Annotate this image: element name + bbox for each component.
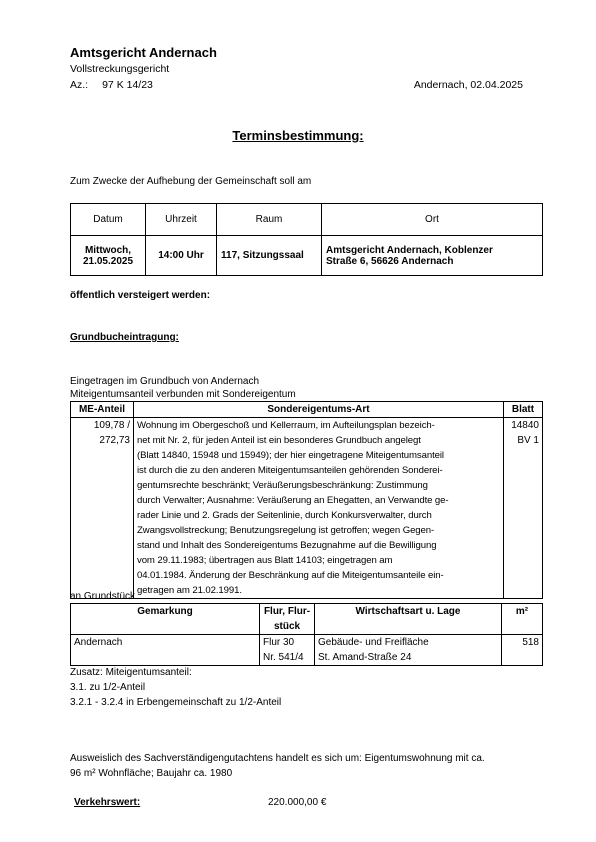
- description-line: (Blatt 14840, 15948 und 15949); der hier eingetragene Miteigentumsanteil: [137, 450, 444, 461]
- court-name: Amtsgericht Andernach: [70, 45, 217, 60]
- intro-text: Zum Zwecke der Aufhebung der Gemeinschaft soll am: [70, 176, 312, 187]
- plot-usage: [315, 635, 502, 666]
- plot-flur-line2: Nr. 541/4: [263, 652, 304, 663]
- additional-line-3: 3.2.1 - 3.2.4 in Erbengemeinschaft zu 1/2-Anteil: [70, 697, 282, 708]
- header-raum: Raum: [217, 204, 322, 236]
- description-line: rader Linie und 2. Grads der Seitenlinie, durch Konkursverwalter, durch: [137, 510, 432, 521]
- description-line: gentumsrechte beschränkt; Veräußerungsbeschränkung: Zustimmung: [137, 480, 428, 491]
- description-line: vom 29.11.1983; übertragen aus Blatt 14103; eingetragen am: [137, 555, 393, 566]
- case-number: 97 K 14/23: [102, 79, 153, 91]
- ownership-header-row: [71, 402, 543, 418]
- description-line: stand und Inhalt des Sondereigentums Bezugnahme auf die Bewilligung: [137, 540, 437, 551]
- plot-data-row: [71, 635, 543, 666]
- ownership-description: [134, 418, 504, 599]
- ownership-sheet: [504, 418, 543, 599]
- market-value-label: Verkehrswert:: [74, 797, 141, 808]
- header-me-anteil: ME-Anteil: [71, 402, 134, 418]
- description-line: 04.01.1984. Änderung der Beschränkung auf die Miteigentumsanteile ein-: [137, 570, 444, 581]
- plot-flur: [260, 635, 315, 666]
- plot-gemarkung: Andernach: [71, 635, 260, 666]
- register-line-1: Eingetragen im Grundbuch von Andernach: [70, 376, 260, 387]
- description-line: net mit Nr. 2, für jeden Anteil ist ein besonderes Grundbuch angelegt: [137, 435, 421, 446]
- appointment-table: [70, 203, 543, 276]
- appointment-time: 14:00 Uhr: [146, 236, 217, 276]
- appointment-location: [322, 236, 543, 276]
- document-title: Terminsbestimmung:: [232, 128, 364, 143]
- plot-table: [70, 603, 543, 666]
- ownership-share-line1: 109,78 /: [93, 420, 130, 431]
- ownership-sheet-line1: 14840: [511, 420, 539, 431]
- header-gemarkung: Gemarkung: [71, 604, 260, 635]
- appraisal-line-1: Ausweislich des Sachverständigengutachtens handelt es sich um: Eigentumswohnung mit ca.: [70, 753, 485, 764]
- appointment-data-row: [71, 236, 543, 276]
- ownership-share-line2: 272,73: [99, 435, 130, 446]
- header-blatt: Blatt: [504, 402, 543, 418]
- auction-text: öffentlich versteigert werden:: [70, 290, 211, 301]
- appraisal-line-2: 96 m² Wohnfläche; Baujahr ca. 1980: [70, 768, 233, 779]
- description-line: Zwangsvollstreckung; Benutzungsregelung ist getroffen; wegen Gegen-: [137, 525, 435, 536]
- court-division: Vollstreckungsgericht: [70, 63, 170, 75]
- ownership-sheet-line2: BV 1: [517, 435, 539, 446]
- plot-usage-line2: St. Amand-Straße 24: [318, 652, 412, 663]
- header-flur-line2: stück: [273, 621, 301, 632]
- header-flur: [260, 604, 315, 635]
- header-sondereigentum: Sondereigentums-Art: [134, 402, 504, 418]
- additional-line-2: 3.1. zu 1/2-Anteil: [70, 682, 146, 693]
- plot-flur-line1: Flur 30: [263, 637, 295, 648]
- ownership-table: [70, 401, 543, 599]
- appointment-date-value: 21.05.2025: [82, 255, 134, 267]
- case-reference: [70, 79, 153, 91]
- land-register-heading: Grundbucheintragung:: [70, 332, 179, 343]
- description-line: ist durch die zu den anderen Miteigentumsanteilen gehörenden Sonderei-: [137, 465, 443, 476]
- place-date: Andernach, 02.04.2025: [413, 79, 523, 91]
- additional-line-1: Zusatz: Miteigentumsanteil:: [70, 667, 192, 678]
- header-flur-line1: Flur, Flur-: [263, 606, 311, 617]
- plot-label: an Grundstück: [70, 591, 136, 602]
- header-ort: Ort: [322, 204, 543, 236]
- plot-header-row: [71, 604, 543, 635]
- appointment-location-line2: Straße 6, 56626 Andernach: [326, 255, 454, 267]
- appointment-header-row: [71, 204, 543, 236]
- ownership-share: [71, 418, 134, 599]
- appointment-location-line1: Amtsgericht Andernach, Koblenzer: [326, 244, 493, 256]
- description-line: getragen am 21.02.1991.: [137, 585, 242, 596]
- description-line: durch Verwalter; Ausnahme: Veräußerung an Ehegatten, an Verwandte ge-: [137, 495, 449, 506]
- plot-area: 518: [502, 635, 543, 666]
- header-datum: Datum: [71, 204, 146, 236]
- appointment-room: 117, Sitzungssaal: [217, 236, 322, 276]
- plot-usage-line1: Gebäude- und Freifläche: [318, 637, 429, 648]
- header-area: m²: [502, 604, 543, 635]
- ownership-data-row: [71, 418, 543, 599]
- description-line: Wohnung im Obergeschoß und Kellerraum, im Aufteilungsplan bezeich-: [137, 420, 435, 431]
- appointment-weekday: Mittwoch,: [84, 244, 132, 256]
- register-line-2: Miteigentumsanteil verbunden mit Sondereigentum: [70, 389, 296, 400]
- appointment-date: [71, 236, 146, 276]
- case-reference-label: Az.:: [70, 79, 89, 91]
- header-wirtschaftsart: Wirtschaftsart u. Lage: [315, 604, 502, 635]
- market-value-amount: 220.000,00 €: [268, 797, 327, 808]
- header-uhrzeit: Uhrzeit: [146, 204, 217, 236]
